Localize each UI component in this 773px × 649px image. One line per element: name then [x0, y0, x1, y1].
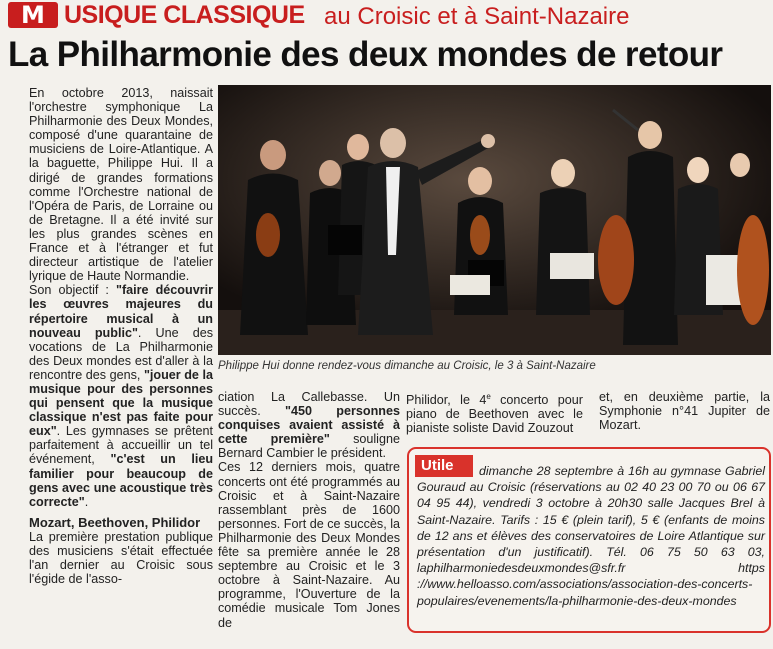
paragraph	[406, 390, 583, 435]
info-box	[407, 447, 771, 633]
text-column-1	[29, 86, 213, 586]
text-column-3	[406, 390, 583, 435]
headline: La Philharmonie des deux mondes de retour	[8, 35, 723, 74]
section-kicker	[8, 0, 773, 32]
text: Philidor, le 4	[406, 393, 487, 408]
paragraph: La première prestation publique des musiciens s'était effectuée l'an dernier au Croisic sous l'égide de l'asso-	[29, 529, 213, 587]
kicker-location: au Croisic et à Saint-Nazaire	[324, 3, 630, 30]
text: . Une des vocations de La Philharmonie des Deux mondes est d'aller à la rencontre des gens,	[29, 325, 213, 382]
text: concerto pour piano de Beethoven avec le pianiste soliste David Zouzout	[406, 393, 583, 436]
text: ciation La Callebasse. Un succès.	[218, 390, 400, 419]
text: Son objectif :	[29, 283, 116, 298]
paragraph	[29, 283, 213, 509]
quote: "c'est un lieu familier pour beaucoup de gens avec une acoustique très correcte"	[29, 452, 214, 509]
text-column-4	[599, 390, 770, 432]
photo-caption: Philippe Hui donne rendez-vous dimanche au Croisic, le 3 à Saint-Nazaire	[218, 360, 596, 372]
paragraph: et, en deuxième partie, la Symphonie n°41 Jupiter de Mozart.	[599, 390, 770, 433]
superscript: e	[486, 392, 491, 401]
quote: "jouer de la musique pour des personnes qui pensent que la musique classique n'est pas faite pour eux"	[29, 367, 213, 439]
quote: "faire découvrir les œuvres majeures du répertoire musical à un nouveau public"	[29, 283, 214, 340]
text: . Les gymnases se prêtent parfaitement à accueillir un tel événement,	[29, 424, 213, 467]
concert-photo	[218, 85, 771, 355]
info-label: Utile	[415, 455, 473, 477]
text-column-2	[218, 390, 400, 630]
kicker-badge: M	[8, 2, 58, 28]
paragraph: En octobre 2013, naissait l'orchestre symphonique La Philharmonie des Deux Mondes, composé d'une quarantaine de musiciens de Loire-Atlantique. A la baguette, Philippe Hui. Il a dirigé de grandes formations comme l'Orchestre national de l'Opéra de Paris, de Lorraine ou de Bretagne. Il a été invité sur les plus grandes scènes en France et à l'étranger et fut directeur artistique de l'atelier lyrique de Haute Normandie.	[29, 86, 213, 284]
paragraph	[218, 390, 400, 460]
subheading: Mozart, Beethoven, Philidor	[29, 514, 201, 530]
text: .	[84, 494, 89, 509]
orchestra-illustration	[218, 85, 771, 355]
paragraph: Ces 12 derniers mois, quatre concerts ont été programmés au Croisic et à Saint-Nazaire rassemblant près de 1600 personnes. Fort de ce succès, la Philharmonie des Deux Mondes fête sa première année le 28 septembre au Croisic et le 3 octobre à Saint-Nazaire. Au programme, l'Ouverture de la comédie musicale Tom Jones de	[218, 460, 401, 630]
kicker-title: USIQUE CLASSIQUE	[64, 1, 305, 29]
text: souligne Bernard Cambier le président.	[218, 432, 400, 461]
info-text: dimanche 28 septembre à 16h au gymnase Gabriel Gouraud au Croisic (réservations au 02 40 23 00 70 ou 06 67 04 95 44), vendredi 3 octobre à 20h30 salle Jacques Brel à Saint-Nazaire. Tarifs : 15 € (plein tarif), 5 € (enfants de moins de 12 ans et élèves des conservatoires de Loire Atlantique sur présentation d'un justificatif). Tél. 06 75 50 63 03, laphilharmoniedesdeuxmondes@sfr.fr https ://www.helloasso.com/associations/association-des-concerts-populaires/evenements/la-philharmonie-des-deux-mondes	[417, 464, 765, 608]
quote: "450 personnes conquises avaient assisté à cette première"	[218, 404, 400, 447]
